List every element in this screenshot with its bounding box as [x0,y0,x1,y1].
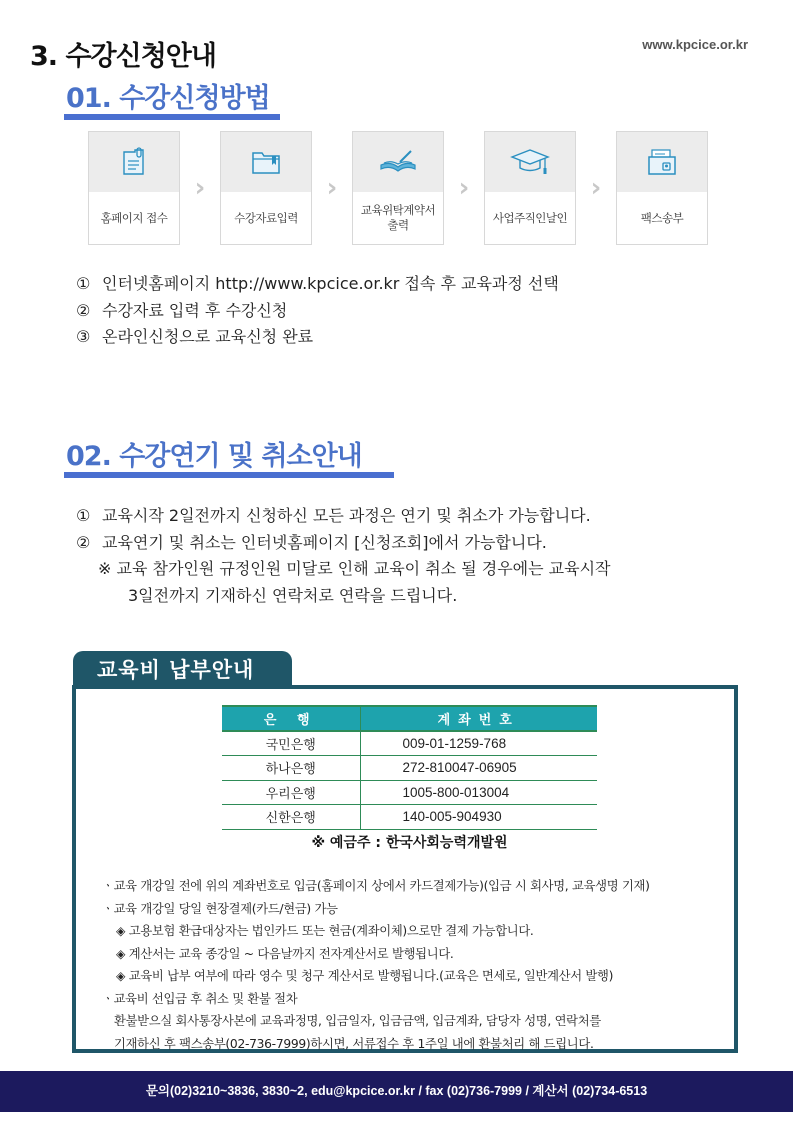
bank-account-table [222,705,597,830]
step-label: 팩스송부 [640,210,684,225]
step-label: 교육위탁계약서 출력 [360,203,436,232]
account-holder: ※ 예금주 : 한국사회능력개발원 [311,835,508,851]
payment-info-box [72,685,738,1053]
step-print-contract [352,131,444,245]
list-item: ② 교육연기 및 취소는 인터넷홈페이지 [신청조회]에서 가능합니다. [76,532,547,552]
note-subitem: ◈ 교육비 납부 여부에 따라 영수 및 청구 계산서로 발행됩니다.(교육은 면세로, 일반계산서 발행) [116,969,614,983]
folder-icon [251,149,281,175]
col-header-account: 계좌번호 [360,706,597,731]
note-item: ㆍ교육비 선입금 후 취소 및 환불 절차 [102,991,298,1006]
table-row: 국민은행 009-01-1259-768 [222,731,597,756]
list-item: ③ 온라인신청으로 교육신청 완료 [76,327,314,346]
cancellation-note-cont: 3일전까지 기재하신 연락처로 연락을 드립니다. [128,585,458,605]
table-row: 우리은행 1005-800-013004 [222,780,597,805]
section-title-application-method: 01. 수강신청방법 [66,83,270,114]
payment-notes [102,875,650,1055]
application-steps [88,131,708,245]
page-title: 3. 수강신청안내 [30,41,216,72]
site-url[interactable]: www.kpcice.or.kr [642,37,748,52]
chevron-right-icon: › [194,173,206,203]
step-label: 수강자료입력 [234,210,298,225]
step-send-fax [616,131,708,245]
step-label: 홈페이지 접수 [100,210,168,225]
step-company-seal [484,131,576,245]
section-title-postpone-cancel: 02. 수강연기 및 취소안내 [66,441,362,472]
section-underline [64,472,394,478]
section-underline [64,114,280,120]
step-enter-course-data [220,131,312,245]
table-row: 하나은행 272-810047-06905 [222,756,597,781]
graduation-cap-icon [510,148,550,176]
step-homepage-register [88,131,180,245]
list-item: ① 교육시작 2일전까지 신청하신 모든 과정은 연기 및 취소가 가능합니다. [76,506,591,525]
payment-tab-title: 교육비 납부안내 [73,651,292,688]
chevron-right-icon: › [590,173,602,203]
step-label: 사업주직인날인 [492,210,568,225]
note-subitem: ◈ 고용보험 환급대상자는 법인카드 또는 현금(계좌이체)으로만 결제 가능합니다. [116,924,534,938]
list-item: ① 인터넷홈페이지 http://www.kpcice.or.kr 접속 후 교육과정 선택 [76,274,559,293]
footer-contact-bar: 문의(02)3210~3836, 3830~2, edu@kpcice.or.kr / fax (02)736-7999 / 계산서 (02)734-6513 [0,1071,793,1112]
cancellation-note: ※ 교육 참가인원 규정인원 미달로 인해 교육이 취소 될 경우에는 교육시작 [98,559,611,578]
document-clip-icon [121,147,147,177]
note-detail: 환불받으실 회사통장사본에 교육과정명, 입금일자, 입금금액, 입금계좌, 담당자 성명, 연락처를 [114,1014,601,1028]
list-item: ② 수강자료 입력 후 수강신청 [76,300,288,320]
table-row: 신한은행 140-005-904930 [222,805,597,830]
note-item: ㆍ교육 개강일 전에 위의 계좌번호로 입금(홈페이지 상에서 카드결제가능)(입금 시 회사명, 교육생명 기재) [102,879,650,893]
col-header-bank: 은 행 [222,706,360,731]
postpone-cancel-instructions [76,503,611,609]
fax-folder-icon [647,148,677,176]
chevron-right-icon: › [326,173,338,203]
chevron-right-icon: › [458,173,470,203]
application-instructions [76,271,559,351]
open-book-pen-icon [378,148,418,176]
note-detail: 기재하신 후 팩스송부(02-736-7999)하시면, 서류접수 후 1주일 내에 환불처리 해 드립니다. [114,1036,594,1051]
note-subitem: ◈ 계산서는 교육 종강일 ~ 다음날까지 전자계산서로 발행됩니다. [116,946,454,961]
note-item: ㆍ교육 개강일 당일 현장결제(카드/현금) 가능 [102,901,338,916]
